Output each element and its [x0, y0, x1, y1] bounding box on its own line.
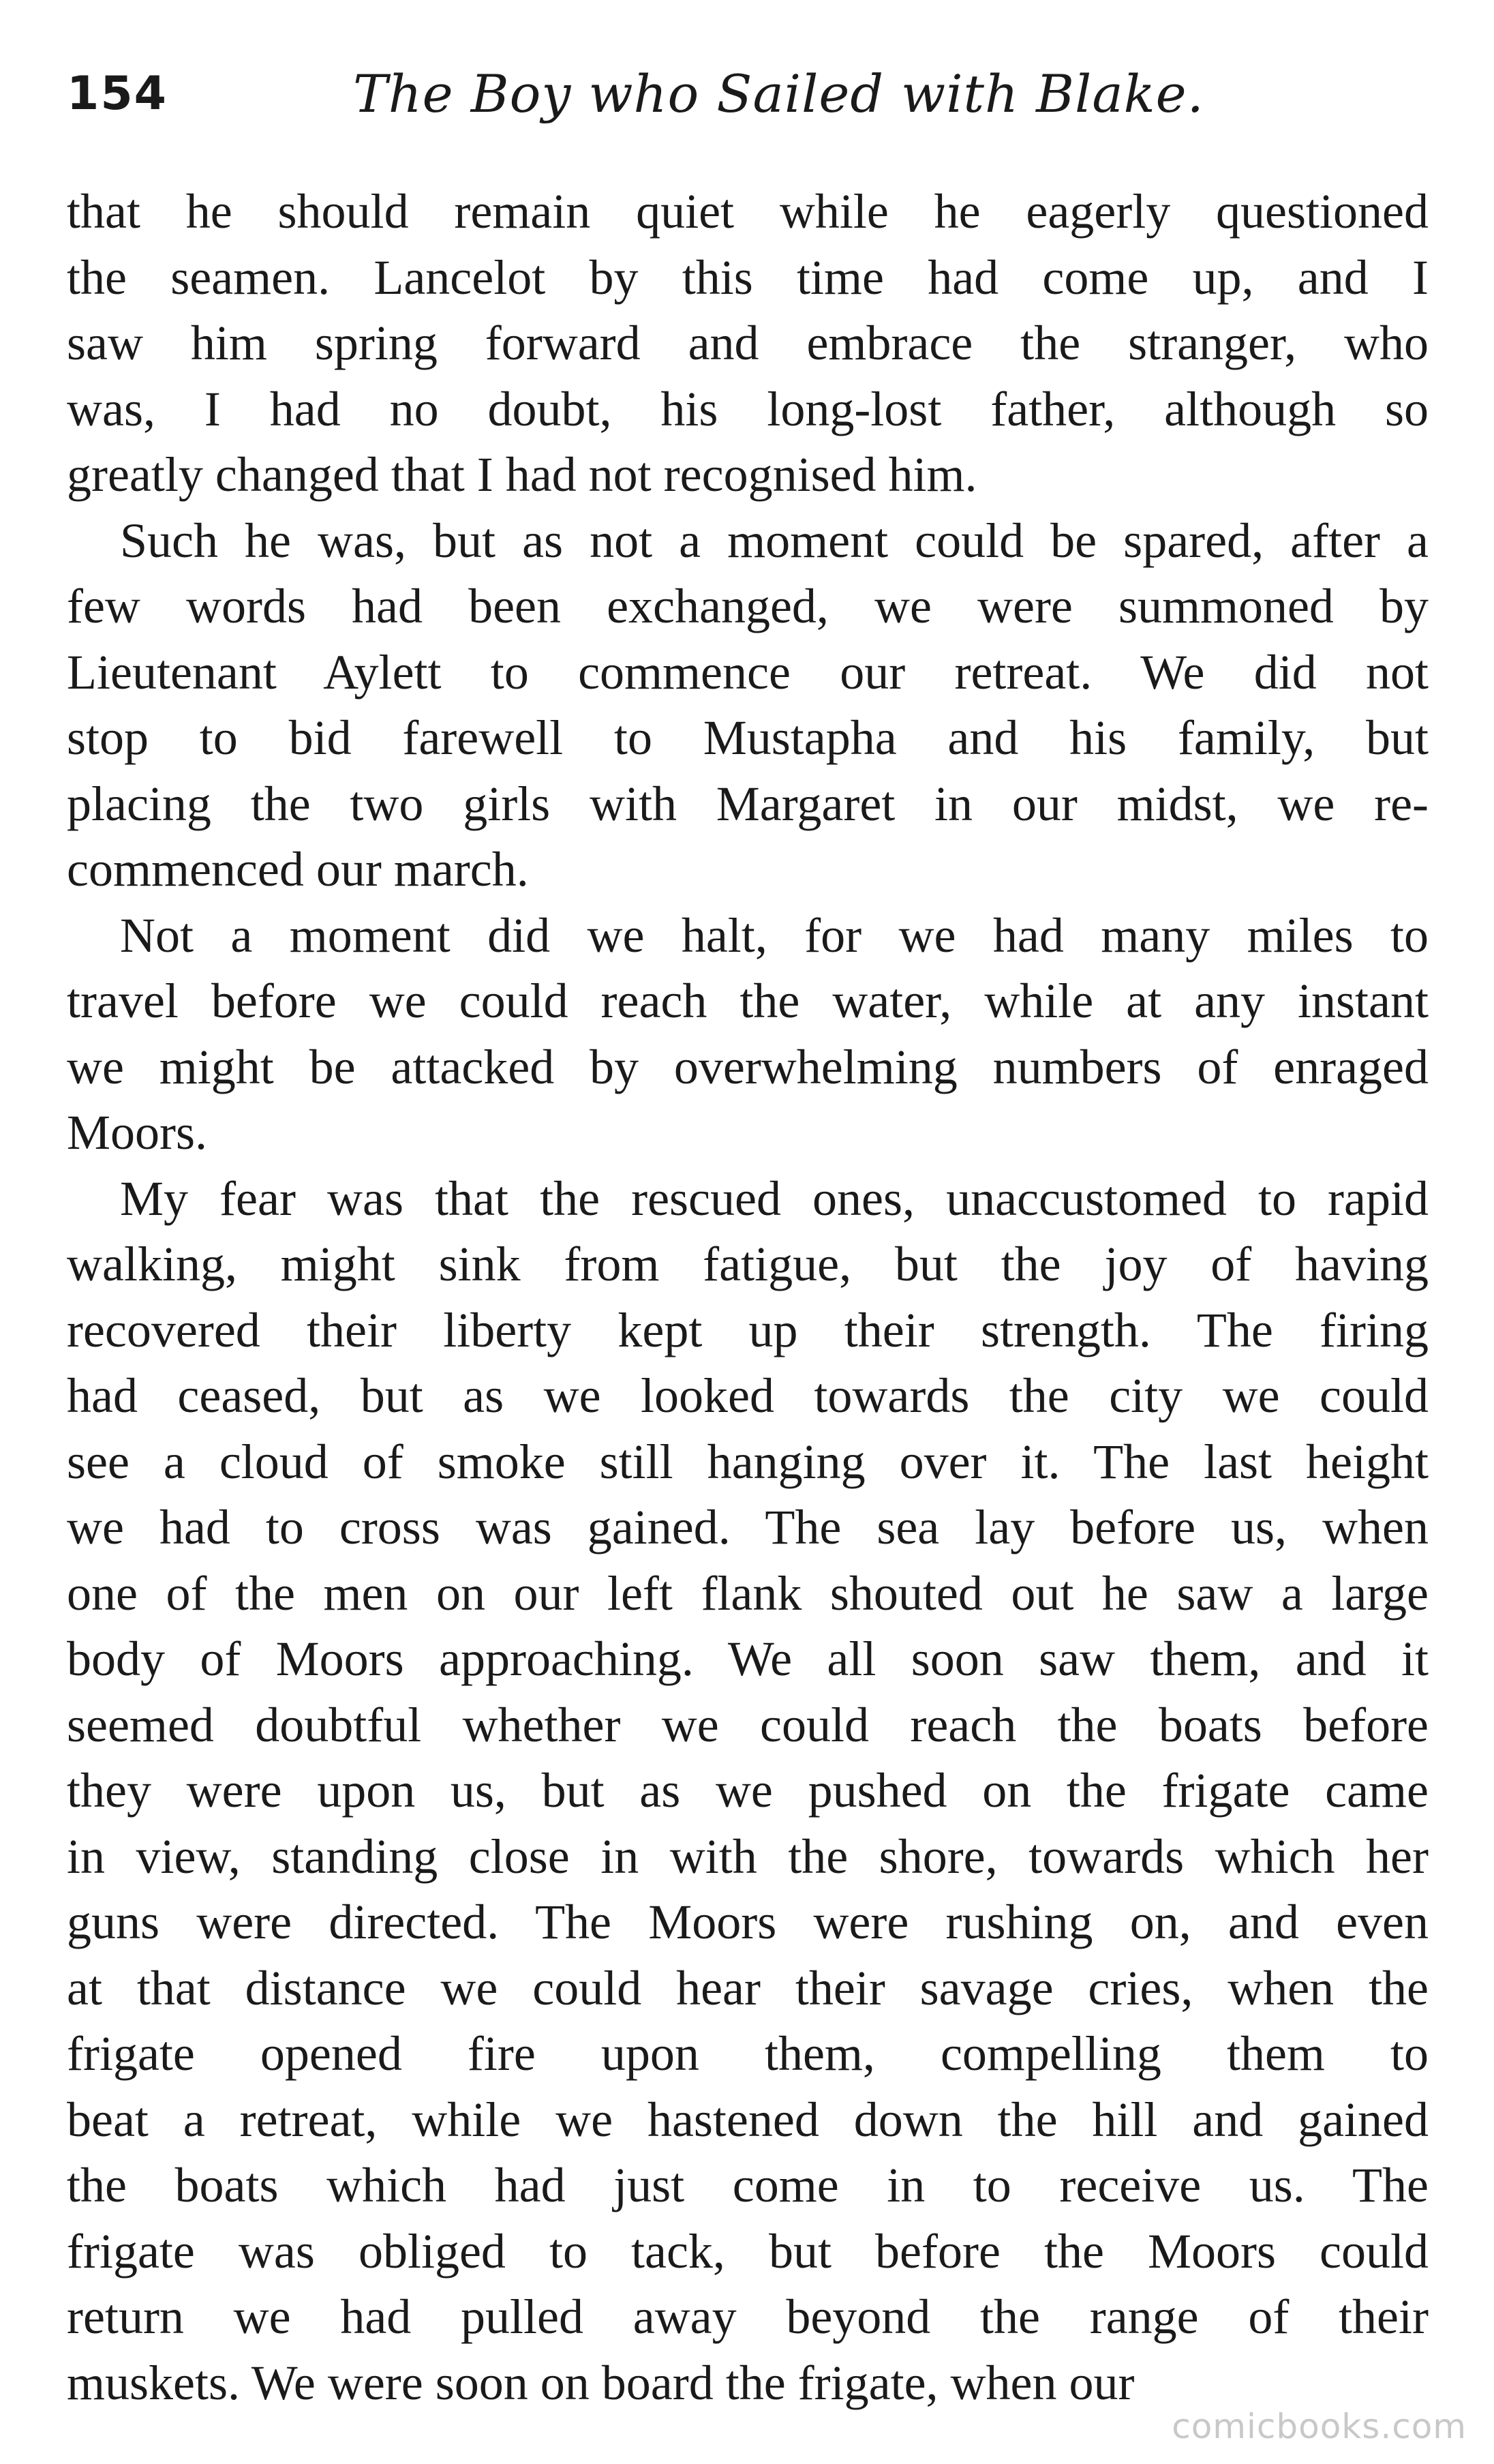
text-line: the seamen. Lancelot by this time had come up, and I [67, 250, 1429, 305]
text-line: stop to bid farewell to Mustapha and his family, but [67, 710, 1429, 765]
text-line: we had to cross was gained. The sea lay before us, when [67, 1500, 1429, 1554]
text-line: they were upon us, but as we pushed on the frigate came [67, 1763, 1429, 1818]
text-line: My fear was that the rescued ones, unaccustomed to rapid [120, 1171, 1429, 1226]
text-line: greatly changed that I had not recognised him. [67, 447, 977, 502]
text-line: muskets. We were soon on board the frigate, when our [67, 2355, 1135, 2410]
text-line: frigate was obliged to tack, but before the Moors could [67, 2223, 1429, 2279]
text-line: recovered their liberty kept up their strength. The firing [67, 1302, 1429, 1357]
text-line: Moors. [67, 1105, 208, 1160]
paragraph [67, 508, 1429, 903]
text-line: in view, standing close in with the shore, towards which her [67, 1829, 1429, 1884]
text-line: one of the men on our left flank shouted out he saw a large [67, 1565, 1429, 1621]
text-line: at that distance we could hear their savage cries, when the [67, 1960, 1429, 2015]
text-line: beat a retreat, while we hastened down the hill and gained [67, 2092, 1429, 2147]
page-number: 154 [67, 67, 168, 121]
text-line: seemed doubtful whether we could reach the boats before [67, 1697, 1429, 1752]
text-line: was, I had no doubt, his long-lost father, although so [67, 381, 1429, 436]
text-line: had ceased, but as we looked towards the city we could [67, 1368, 1429, 1423]
page-header [67, 60, 1430, 142]
text-line: return we had pulled away beyond the range of their [67, 2289, 1429, 2344]
running-title: The Boy who Sailed with Blake. [353, 63, 1204, 124]
paragraph [67, 1166, 1429, 2416]
text-line: that he should remain quiet while he eagerly questioned [67, 184, 1429, 239]
text-line: see a cloud of smoke still hanging over it. The last height [67, 1434, 1429, 1489]
text-line: few words had been exchanged, we were summoned by [67, 579, 1429, 633]
text-line: commenced our march. [67, 842, 529, 897]
text-line: Such he was, but as not a moment could be spared, after a [120, 513, 1429, 568]
text-line: walking, might sink from fatigue, but the joy of having [67, 1237, 1429, 1291]
text-line: travel before we could reach the water, while at any instant [67, 974, 1429, 1028]
text-line: frigate opened fire upon them, compelling them to [67, 2026, 1429, 2081]
text-line: body of Moors approaching. We all soon saw them, and it [67, 1632, 1429, 1686]
text-line: guns were directed. The Moors were rushing on, and even [67, 1895, 1429, 1949]
body-text [67, 179, 1429, 2416]
text-line: saw him spring forward and embrace the stranger, who [67, 316, 1429, 370]
text-line: we might be attacked by overwhelming numbers of enraged [67, 1039, 1429, 1094]
text-line: Lieutenant Aylett to commence our retreat. We did not [67, 644, 1429, 700]
text-line: the boats which had just come in to receive us. The [67, 2158, 1429, 2212]
text-line: Not a moment did we halt, for we had many miles to [120, 907, 1429, 963]
watermark: comicbooks.com [1172, 2407, 1467, 2446]
paragraph [67, 179, 1429, 508]
text-line: placing the two girls with Margaret in our midst, we re- [67, 776, 1429, 831]
paragraph [67, 903, 1429, 1166]
